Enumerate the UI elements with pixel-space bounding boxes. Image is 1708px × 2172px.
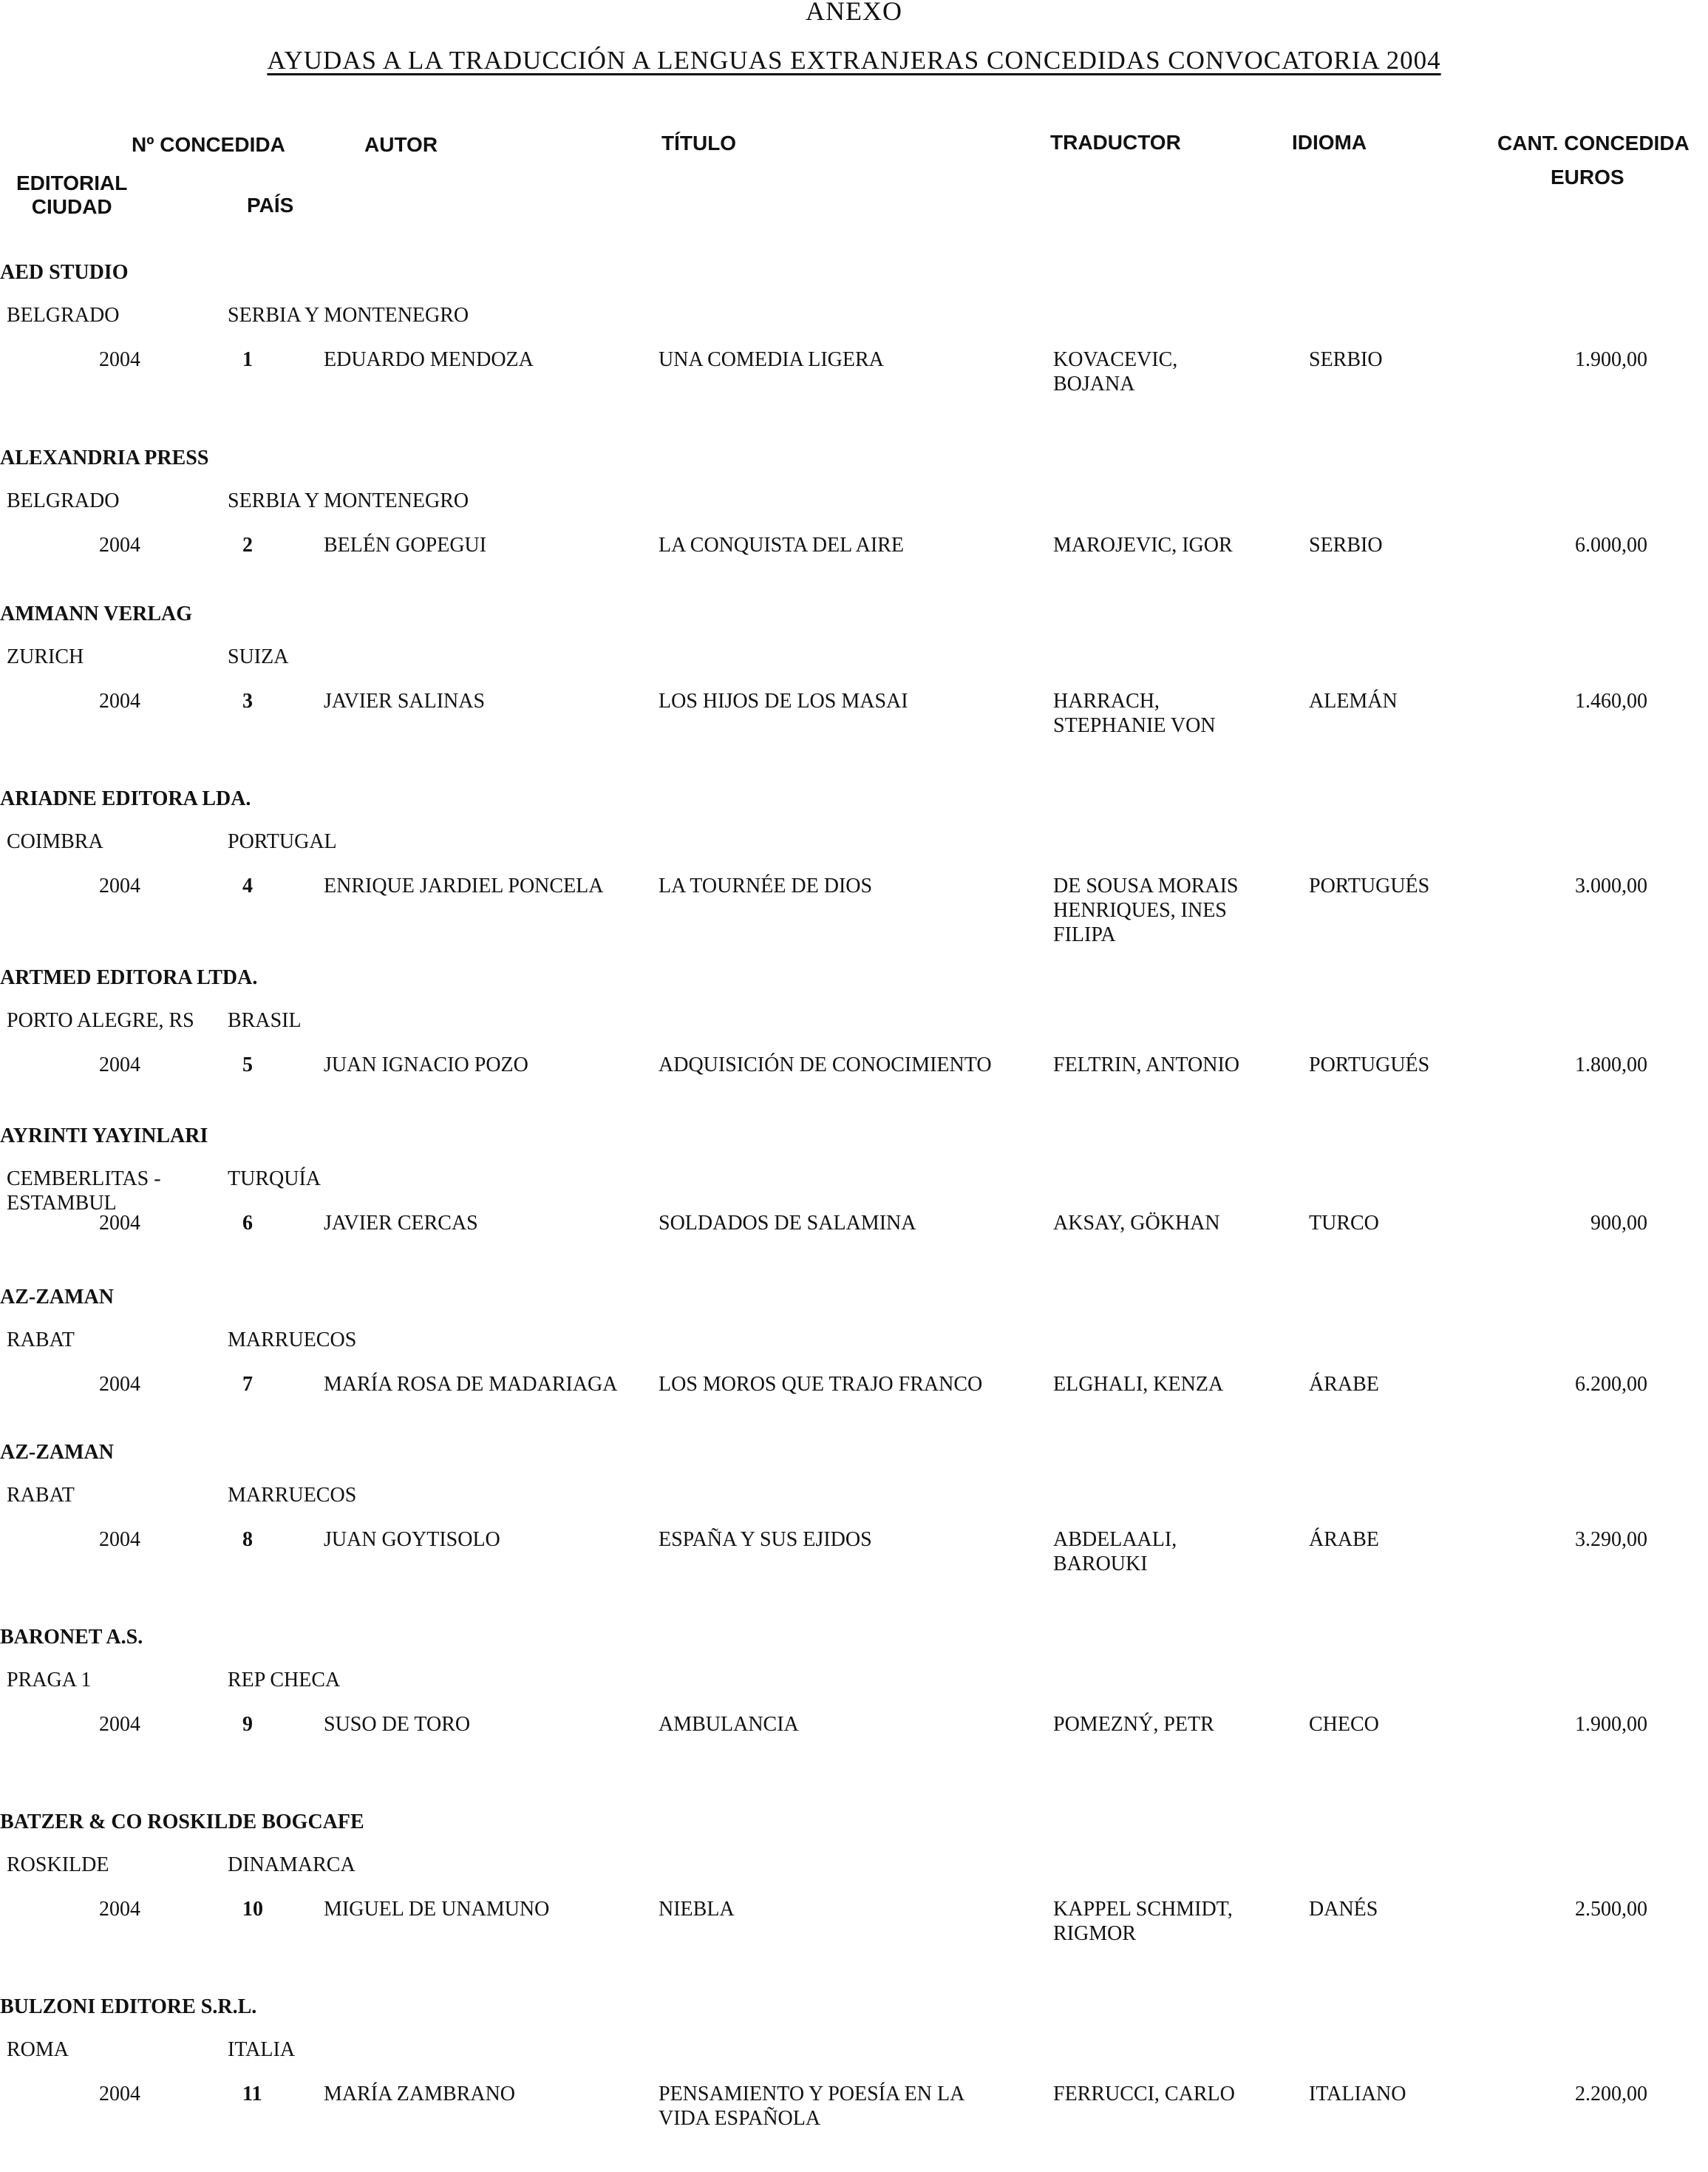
record-cantidad: 900,00 bbox=[1590, 1212, 1647, 1235]
grant-record bbox=[0, 965, 1708, 1143]
record-editorial: AZ-ZAMAN bbox=[0, 1441, 114, 1464]
record-num: 5 bbox=[242, 1053, 253, 1076]
record-idioma: PORTUGUÉS bbox=[1309, 875, 1430, 897]
record-cantidad: 1.460,00 bbox=[1575, 690, 1647, 713]
record-cantidad: 6.200,00 bbox=[1575, 1373, 1647, 1396]
col-header-traductor: TRADUCTOR bbox=[1050, 131, 1181, 154]
record-traductor: HARRACH, STEPHANIE VON bbox=[1053, 690, 1216, 737]
record-traductor: DE SOUSA MORAIS HENRIQUES, INES FILIPA bbox=[1053, 875, 1239, 946]
record-titulo: LOS MOROS QUE TRAJO FRANCO bbox=[659, 1373, 983, 1396]
record-autor: MIGUEL DE UNAMUNO bbox=[324, 1898, 550, 1921]
record-idioma: CHECO bbox=[1309, 1713, 1379, 1736]
record-pais: MARRUECOS bbox=[228, 1484, 357, 1507]
record-idioma: ITALIANO bbox=[1309, 2083, 1406, 2105]
record-traductor: AKSAY, GÖKHAN bbox=[1053, 1212, 1220, 1235]
record-editorial: ARIADNE EDITORA LDA. bbox=[0, 787, 251, 810]
record-traductor: ABDELAALI, BAROUKI bbox=[1053, 1528, 1177, 1575]
record-titulo: ESPAÑA Y SUS EJIDOS bbox=[659, 1528, 872, 1551]
record-traductor: KOVACEVIC, BOJANA bbox=[1053, 348, 1178, 396]
record-ciudad: ZURICH bbox=[7, 645, 84, 668]
record-pais: SUIZA bbox=[228, 645, 289, 668]
record-idioma: PORTUGUÉS bbox=[1309, 1053, 1430, 1076]
record-autor: MARÍA ROSA DE MADARIAGA bbox=[324, 1373, 618, 1396]
record-editorial: ARTMED EDITORA LTDA. bbox=[0, 966, 258, 989]
grant-record bbox=[0, 1124, 1708, 1301]
record-pais: DINAMARCA bbox=[228, 1853, 355, 1876]
grant-record bbox=[0, 787, 1708, 964]
grant-record bbox=[0, 1440, 1708, 1618]
record-idioma: SERBIO bbox=[1309, 348, 1383, 371]
record-num: 11 bbox=[242, 2083, 262, 2105]
record-idioma: ÁRABE bbox=[1309, 1528, 1379, 1551]
record-cantidad: 3.290,00 bbox=[1575, 1528, 1647, 1551]
record-year: 2004 bbox=[99, 1528, 140, 1551]
record-cantidad: 1.800,00 bbox=[1575, 1053, 1647, 1076]
record-ciudad: RABAT bbox=[7, 1484, 75, 1507]
grant-record bbox=[0, 260, 1708, 438]
record-year: 2004 bbox=[99, 1373, 140, 1396]
record-num: 10 bbox=[242, 1898, 263, 1921]
col-header-n-concedida: Nº CONCEDIDA bbox=[132, 133, 285, 156]
record-titulo: SOLDADOS DE SALAMINA bbox=[659, 1212, 916, 1235]
col-header-idioma: IDIOMA bbox=[1292, 131, 1367, 154]
record-pais: MARRUECOS bbox=[228, 1328, 357, 1351]
record-num: 7 bbox=[242, 1373, 253, 1396]
record-ciudad: BELGRADO bbox=[7, 489, 120, 512]
record-year: 2004 bbox=[99, 690, 140, 713]
record-year: 2004 bbox=[99, 534, 140, 557]
record-traductor: FELTRIN, ANTONIO bbox=[1053, 1053, 1240, 1076]
record-pais: SERBIA Y MONTENEGRO bbox=[228, 304, 469, 327]
col-header-titulo: TÍTULO bbox=[661, 132, 737, 155]
record-editorial: ALEXANDRIA PRESS bbox=[0, 447, 209, 469]
record-pais: SERBIA Y MONTENEGRO bbox=[228, 489, 469, 512]
record-editorial: BARONET A.S. bbox=[0, 1626, 143, 1649]
record-ciudad: PORTO ALEGRE, RS bbox=[7, 1009, 194, 1032]
record-traductor: KAPPEL SCHMIDT, RIGMOR bbox=[1053, 1898, 1233, 1945]
record-pais: BRASIL bbox=[228, 1009, 302, 1032]
record-titulo: PENSAMIENTO Y POESÍA EN LA VIDA ESPAÑOLA bbox=[659, 2083, 965, 2130]
record-year: 2004 bbox=[99, 1053, 140, 1076]
record-editorial: AMMANN VERLAG bbox=[0, 603, 193, 625]
grant-record bbox=[0, 1625, 1708, 1802]
col-header-editorial-ciudad: EDITORIAL CIUDAD bbox=[16, 172, 128, 218]
grant-record bbox=[0, 602, 1708, 779]
record-cantidad: 1.900,00 bbox=[1575, 1713, 1647, 1736]
col-header-autor: AUTOR bbox=[364, 133, 438, 156]
page-subtitle: AYUDAS A LA TRADUCCIÓN A LENGUAS EXTRANJERAS CONCEDIDAS CONVOCATORIA 2004 bbox=[267, 46, 1441, 75]
record-traductor: MAROJEVIC, IGOR bbox=[1053, 534, 1233, 557]
record-ciudad: PRAGA 1 bbox=[7, 1669, 92, 1691]
record-num: 6 bbox=[242, 1212, 253, 1235]
record-idioma: DANÉS bbox=[1309, 1898, 1378, 1921]
grant-record bbox=[0, 446, 1708, 623]
record-num: 4 bbox=[242, 875, 253, 897]
record-year: 2004 bbox=[99, 875, 140, 897]
record-ciudad: RABAT bbox=[7, 1328, 75, 1351]
record-titulo: LOS HIJOS DE LOS MASAI bbox=[659, 690, 908, 713]
record-autor: ENRIQUE JARDIEL PONCELA bbox=[324, 875, 604, 897]
record-autor: EDUARDO MENDOZA bbox=[324, 348, 534, 371]
record-ciudad: ROSKILDE bbox=[7, 1853, 109, 1876]
record-cantidad: 3.000,00 bbox=[1575, 875, 1647, 897]
record-num: 2 bbox=[242, 534, 253, 557]
record-ciudad: CEMBERLITAS - ESTAMBUL bbox=[7, 1167, 161, 1215]
record-pais: ITALIA bbox=[228, 2038, 296, 2061]
record-year: 2004 bbox=[99, 348, 140, 371]
record-traductor: FERRUCCI, CARLO bbox=[1053, 2083, 1235, 2105]
record-autor: JAVIER CERCAS bbox=[324, 1212, 478, 1235]
record-autor: BELÉN GOPEGUI bbox=[324, 534, 487, 557]
col-header-pais: PAÍS bbox=[247, 194, 294, 217]
col-header-euros: EUROS bbox=[1551, 166, 1624, 189]
record-autor: JUAN IGNACIO POZO bbox=[324, 1053, 528, 1076]
record-editorial: AED STUDIO bbox=[0, 261, 129, 284]
record-num: 8 bbox=[242, 1528, 253, 1551]
record-titulo: NIEBLA bbox=[659, 1898, 735, 1921]
record-year: 2004 bbox=[99, 1898, 140, 1921]
record-editorial: AZ-ZAMAN bbox=[0, 1286, 114, 1309]
record-titulo: ADQUISICIÓN DE CONOCIMIENTO bbox=[659, 1053, 992, 1076]
record-num: 3 bbox=[242, 690, 253, 713]
record-editorial: AYRINTI YAYINLARI bbox=[0, 1124, 208, 1147]
record-year: 2004 bbox=[99, 1212, 140, 1235]
record-titulo: LA TOURNÉE DE DIOS bbox=[659, 875, 873, 897]
record-cantidad: 6.000,00 bbox=[1575, 534, 1647, 557]
record-idioma: SERBIO bbox=[1309, 534, 1383, 557]
record-editorial: BULZONI EDITORE S.R.L. bbox=[0, 1995, 257, 2018]
record-cantidad: 1.900,00 bbox=[1575, 348, 1647, 371]
record-traductor: POMEZNÝ, PETR bbox=[1053, 1713, 1214, 1736]
record-num: 1 bbox=[242, 348, 253, 371]
record-titulo: UNA COMEDIA LIGERA bbox=[659, 348, 884, 371]
page-title: ANEXO bbox=[806, 0, 902, 26]
record-idioma: TURCO bbox=[1309, 1212, 1379, 1235]
record-pais: TURQUÍA bbox=[228, 1167, 321, 1190]
record-autor: MARÍA ZAMBRANO bbox=[324, 2083, 516, 2105]
grant-record bbox=[0, 1285, 1708, 1462]
record-autor: JUAN GOYTISOLO bbox=[324, 1528, 500, 1551]
record-ciudad: BELGRADO bbox=[7, 304, 120, 327]
record-pais: REP CHECA bbox=[228, 1669, 341, 1691]
record-ciudad: ROMA bbox=[7, 2038, 69, 2061]
record-ciudad: COIMBRA bbox=[7, 830, 103, 853]
grant-record bbox=[0, 1995, 1708, 2172]
record-titulo: LA CONQUISTA DEL AIRE bbox=[659, 534, 904, 557]
record-traductor: ELGHALI, KENZA bbox=[1053, 1373, 1224, 1396]
col-header-cant-concedida: CANT. CONCEDIDA bbox=[1497, 132, 1690, 155]
record-cantidad: 2.500,00 bbox=[1575, 1898, 1647, 1921]
record-autor: JAVIER SALINAS bbox=[324, 690, 486, 713]
record-cantidad: 2.200,00 bbox=[1575, 2083, 1647, 2105]
record-num: 9 bbox=[242, 1713, 253, 1736]
grant-record bbox=[0, 1810, 1708, 1987]
record-idioma: ALEMÁN bbox=[1309, 690, 1398, 713]
record-titulo: AMBULANCIA bbox=[659, 1713, 799, 1736]
record-year: 2004 bbox=[99, 1713, 140, 1736]
record-editorial: BATZER & CO ROSKILDE BOGCAFE bbox=[0, 1810, 364, 1833]
record-pais: PORTUGAL bbox=[228, 830, 337, 853]
record-autor: SUSO DE TORO bbox=[324, 1713, 471, 1736]
record-idioma: ÁRABE bbox=[1309, 1373, 1379, 1396]
record-year: 2004 bbox=[99, 2083, 140, 2105]
